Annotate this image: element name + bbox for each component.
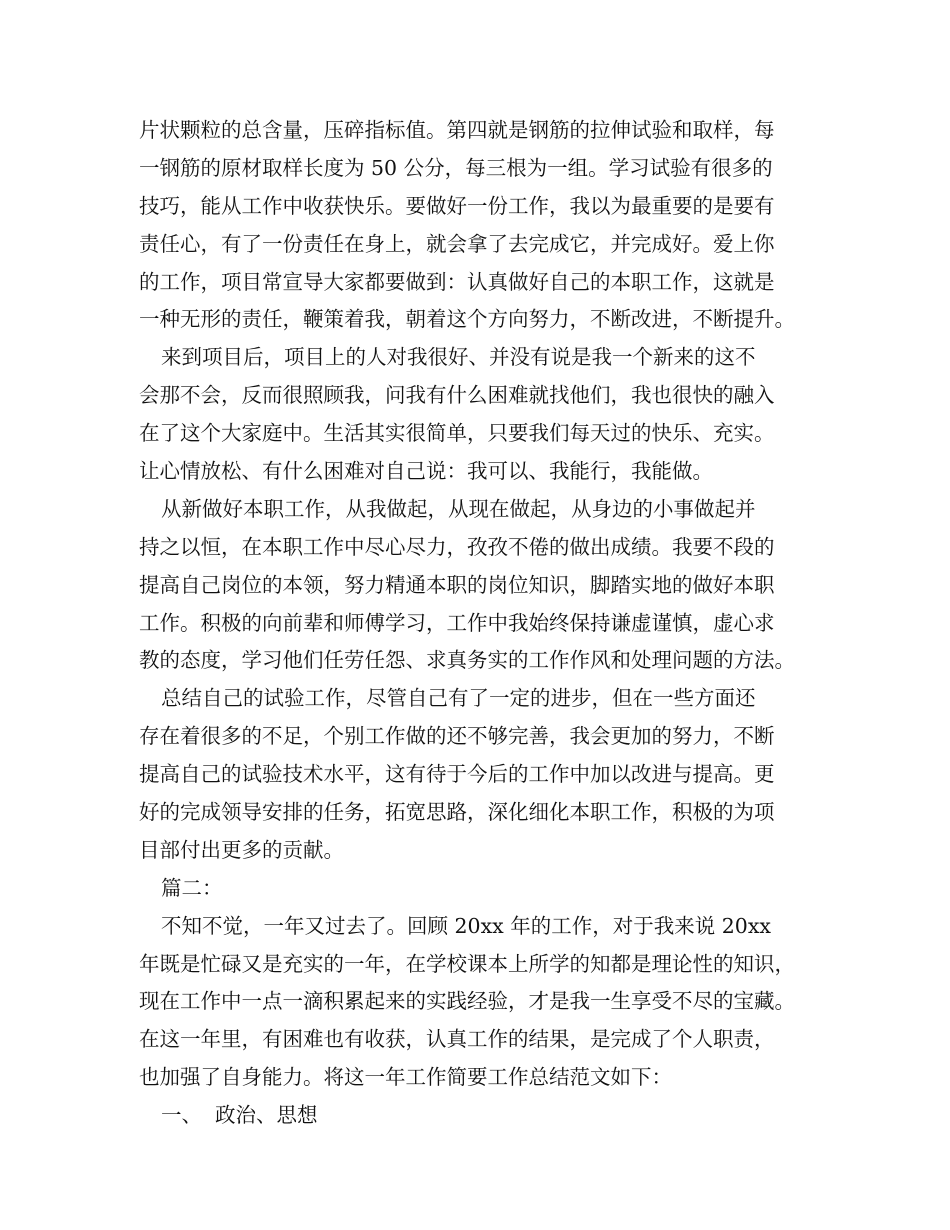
- text-line: 年既是忙碌又是充实的一年，在学校课本上所学的知都是理论性的知识，: [139, 951, 795, 976]
- text-line: 一种无形的责任，鞭策着我，朝着这个方向努力，不断改进，不断提升。: [139, 307, 795, 332]
- paragraph-2: [139, 339, 839, 491]
- text-line: 目部付出更多的贡献。: [139, 837, 344, 862]
- text-line: 工作。积极的向前辈和师傅学习，工作中我始终保持谦虚谨慎，虚心求: [139, 610, 775, 635]
- document-body: [139, 112, 839, 1135]
- text-line: 片状颗粒的总含量，压碎指标值。第四就是钢筋的拉伸试验和取样，每: [139, 118, 775, 142]
- text-line: 也加强了自身能力。将这一年工作简要工作总结范文如下：: [139, 1065, 672, 1090]
- text-line: 在这一年里，有困难也有收获，认真工作的结果，是完成了个人职责，: [139, 1027, 775, 1052]
- text-line: 现在工作中一点一滴积累起来的实践经验，才是我一生享受不尽的宝藏。: [139, 989, 795, 1014]
- text-line: 来到项目后，项目上的人对我很好、并没有说是我一个新来的这不: [161, 345, 756, 370]
- text-line: 存在着很多的不足，个别工作做的还不够完善，我会更加的努力，不断: [139, 724, 775, 749]
- text-line: 提高自己岗位的本领，努力精通本职的岗位知识，脚踏实地的做好本职: [139, 572, 775, 597]
- text-line: 责任心，有了一份责任在身上，就会拿了去完成它，并完成好。爱上你: [139, 231, 775, 256]
- text-line: 技巧，能从工作中收获快乐。要做好一份工作，我以为最重要的是要有: [139, 193, 775, 218]
- paragraph-4: [139, 680, 839, 869]
- text-line: 持之以恒，在本职工作中尽心尽力，孜孜不倦的做出成绩。我要不段的: [139, 534, 775, 559]
- text-line: 从新做好本职工作，从我做起，从现在做起，从身边的小事做起并: [161, 496, 756, 521]
- text-line: 一、 政治、思想: [161, 1103, 318, 1128]
- section-heading-part-two: [139, 870, 839, 908]
- text-line: 好的完成领导安排的任务，拓宽思路，深化细化本职工作，积极的为项: [139, 800, 775, 825]
- text-line: 总结自己的试验工作，尽管自己有了一定的进步，但在一些方面还: [161, 686, 756, 711]
- text-line: 的工作，项目常宣导大家都要做到：认真做好自己的本职工作，这就是: [139, 269, 775, 294]
- text-line: 教的态度，学习他们任劳任怨、求真务实的工作作风和处理问题的方法。: [139, 648, 795, 673]
- paragraph-3: [139, 491, 839, 680]
- text-line: 在了这个大家庭中。生活其实很简单，只要我们每天过的快乐、充实。: [139, 421, 775, 446]
- section-heading-politics: [139, 1097, 839, 1135]
- text-line: 不知不觉，一年又过去了。回顾 20xx 年的工作，对于我来说 20xx: [161, 913, 771, 938]
- paragraph-1: [139, 112, 839, 339]
- text-line: 会那不会，反而很照顾我，问我有什么困难就找他们，我也很快的融入: [139, 383, 775, 408]
- text-line: 让心情放松、有什么困难对自己说：我可以、我能行，我能做。: [139, 459, 713, 484]
- paragraph-5: [139, 908, 839, 1097]
- text-line: 提高自己的试验技术水平，这有待于今后的工作中加以改进与提高。更: [139, 762, 775, 787]
- text-line: 一钢筋的原材取样长度为 50 公分，每三根为一组。学习试验有很多的: [139, 155, 773, 180]
- text-line: 篇二：: [161, 875, 223, 900]
